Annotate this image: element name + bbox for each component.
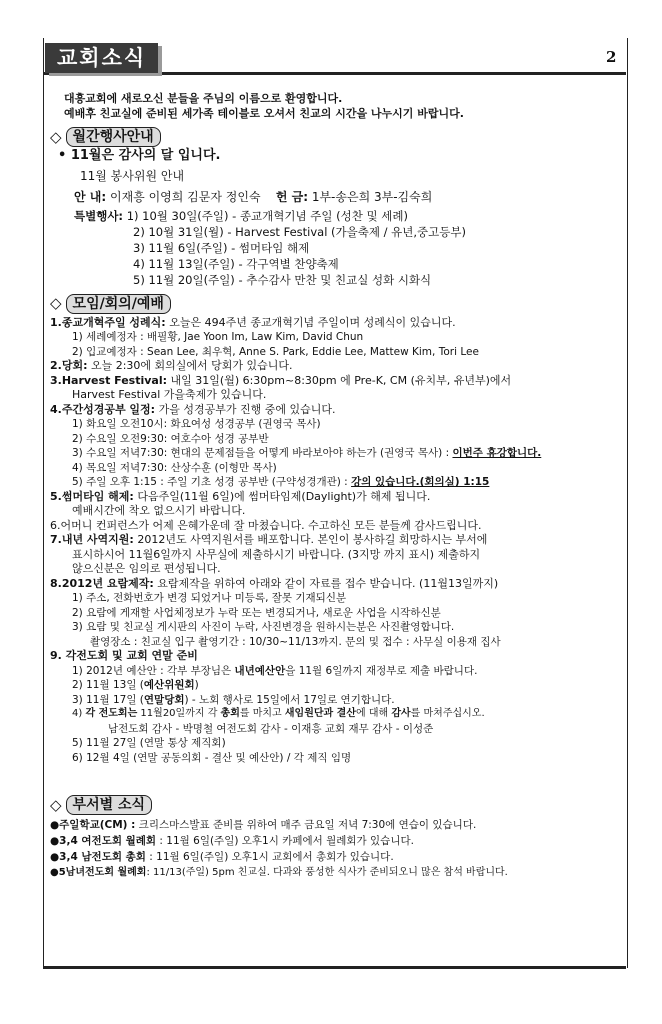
item-head: ●3,4 여전도회 월례회 [50,835,157,847]
sub-item: 남전도회 감사 - 박명철 여전도회 감사 - 이재흥 교회 재무 감사 - 이성준 [108,722,434,735]
special-label: 특별행사: [74,208,124,223]
sub-item-text: ) [194,679,199,691]
sub-item: 2) 입교예정자 : Sean Lee, 최우혁, Anne S. Park, Eddie Lee, Mattew Kim, Tori Lee [72,345,479,358]
section-title: 부서별 소식 [66,795,153,815]
sub-item: 3) 요람 및 친교실 게시판의 사진이 누락, 사진변경을 원하시는분은 사진촬영합니다. [72,621,455,633]
item-continued: Harvest Festival 가을축제가 있습니다. [72,388,267,401]
item-text: 크리스마스발표 준비를 위하여 매주 금요일 저녁 7:30에 연습이 있습니다. [135,819,477,831]
event-item: 3) 11월 6일(주일) - 썸머타임 해제 [133,240,310,255]
item-continued: 예배시간에 착오 없으시기 바랍니다. [72,504,246,517]
sub-item-emphasis: 총회 [220,708,240,719]
sub-item: 1) 주소, 전화번호가 변경 되었거나 미등록, 잘못 기재되신분 [72,592,347,604]
diamond-icon: ◇ [50,127,62,146]
sub-item: 5) 11월 27일 (연말 통상 제직회) [72,737,226,749]
departments-section-heading [50,795,620,815]
sub-item [50,693,620,708]
sub-item-emphasis: 연말당회 [143,693,185,706]
sub-item-emphasis: 각 전도회는 [85,708,138,719]
item-head: ●5남녀전도회 월례회 [50,867,147,878]
sub-item-note: 강의 있습니다.(회의실) 1:15 [351,476,490,488]
sub-item [50,475,620,490]
bullet-icon: • [58,148,67,163]
intro-line: 예배후 친교실에 준비된 세가족 테이블로 오셔서 친교의 시간을 나누시기 바랍니다. [64,106,464,120]
item-head: 2.당회: [50,359,88,372]
diamond-icon: ◇ [50,294,62,313]
sub-item: 2) 수요일 오전9:30: 여호수아 성경 공부반 [72,432,269,445]
item-head: 7.내년 사역지원: [50,533,134,546]
meeting-item-1 [50,316,620,331]
sub-item-text: 에 대해 [355,708,392,719]
diamond-icon: ◇ [50,795,62,814]
department-item [50,833,620,849]
event-item: 2) 10월 31일(월) - Harvest Festival (가을축제 / 유년,중고등부) [133,224,466,239]
meeting-item-2 [50,359,620,374]
sub-item [50,707,620,722]
offering-value: 1부-송은희 3부-김숙희 [311,189,433,204]
sub-item: 2) 요람에 게재할 사업체정보가 누락 또는 변경되거나, 새로운 사업을 시작하신분 [72,606,441,619]
item-text: 오늘은 494주년 종교개혁기념 주일이며 성례식이 있습니다. [165,315,456,329]
sub-item-text: 11월20일까지 각 [137,708,221,719]
meeting-item-9: 9. 각전도회 및 교회 연말 준비 [50,649,198,662]
intro-line: 대흥교회에 새로오신 분들을 주님의 이름으로 환영합니다. [64,92,343,105]
volunteer-title: 11월 봉사위원 안내 [80,168,185,183]
sub-item [50,446,620,461]
department-item [50,817,620,833]
guide-label: 안 내: [74,189,107,204]
item-text: : 11월 6일(주일) 오후1시 교회에서 총회가 있습니다. [145,851,394,863]
event-list [50,224,620,288]
thanks-month [50,149,620,164]
meeting-item-5 [50,490,620,505]
section-title: 월간행사안내 [66,127,161,147]
sub-item-text: 3) 수요일 저녁7:30: 현대의 문제점들을 어떻게 바라보아야 하는가 (권영국 목사) : [72,447,453,459]
volunteer-row [50,189,620,206]
item-text: : 11월 6일(주일) 오후1시 카페에서 월례회가 있습니다. [156,835,414,847]
sub-item: 1) 세례예정자 : 배필황, Jae Yoon Im, Law Kim, David Chun [72,331,364,343]
item-continued: 표시하시어 11월6일까지 사무실에 제출하시기 바랍니다. (3지망 까지 표시) 제출하지 [72,547,481,561]
sub-item-emphasis: 감사 [391,708,411,719]
meetings-section-heading [50,294,620,314]
sub-item [50,664,620,679]
meeting-item-4 [50,403,620,418]
sub-item-text: ) - 노회 행사로 15일에서 17일로 연기합니다. [184,693,395,706]
section-title: 모임/회의/예배 [66,294,171,314]
item-text: 오늘 2:30에 회의실에서 당회가 있습니다. [87,359,293,372]
sub-item-text: 4) [72,708,86,719]
page-number: 2 [606,48,617,66]
item-head: 3.Harvest Festival: [50,373,168,387]
sub-item: 6) 12월 4일 (연말 공동의회 - 결산 및 예산안) / 각 제직 임명 [72,751,352,764]
sub-item-text: 5) 주일 오후 1:15 : 주일 기초 성경 공부반 (구약성경개관) : [72,476,352,488]
sub-item-emphasis: 내년예산안 [234,664,286,677]
guide-value: 이재흥 이영희 김문자 정인숙 [110,189,261,204]
welcome-intro [50,92,620,121]
item-head: 5.썸머타임 해제: [50,489,134,503]
department-item [50,865,620,881]
sub-item-emphasis: 예산위원회 [143,679,195,691]
sub-item-text: 을 11월 6일까지 재정부로 제출 바랍니다. [285,664,478,677]
item-continued: 않으신분은 임의로 편성됩니다. [72,562,221,575]
sub-item: 4) 목요일 저녁7:30: 산상수훈 (이형만 목사) [72,461,277,474]
event-item: 4) 11월 13일(주일) - 각구역별 찬양축제 [133,256,339,271]
footer-rule [43,966,626,969]
item-head: ●3,4 남전도회 총회 [50,851,146,863]
item-text: : 11/13(주일) 5pm 친교실. 다과와 풍성한 식사가 준비되오니 많은 참석 바랍니다. [146,867,508,878]
sub-item-emphasis: 새임원단과 결산 [284,708,356,719]
item-head: 1.종교개혁주일 성례식: [50,315,166,329]
item-text: 2012년도 사역지원서를 배포합니다. 본인이 봉사하길 희망하시는 부서에 [133,533,488,546]
item-head: 4.주간성경공부 일정: [50,402,156,416]
section-banner: 교회소식 [45,43,158,73]
sub-item-text: 3) 11월 17일 ( [72,693,144,706]
sub-item: 촬영장소 : 친교실 입구 촬영기간 : 10/30~11/13까지. 문의 및 접수 : 사무실 이용재 집사 [90,635,501,648]
sub-item [50,678,620,693]
sub-item-text: 1) 2012년 예산안 : 각부 부장님은 [72,664,235,677]
item-head: 8.2012년 요람제작: [50,576,154,590]
department-item [50,849,620,865]
item-head: ●주일학교(CM) : [50,819,136,831]
event-item: 1) 10월 30일(주일) - 종교개혁기념 주일 (성찬 및 세례) [126,208,408,223]
sub-item-text: 를 마쳐주십시오. [410,708,485,719]
meeting-item-6: 6.어머니 컨퍼런스가 어제 은혜가운데 잘 마쳤습니다. 수고하신 모든 분들께 감사드립니다. [50,518,482,532]
sub-item-text: 를 마치고 [239,708,285,719]
thanks-text: 11월은 감사의 달 입니다. [70,148,221,163]
special-events [50,208,620,224]
sub-item: 1) 화요일 오전10시: 화요여성 성경공부 (권영국 목사) [72,418,321,430]
monthly-section-heading [50,127,620,147]
offering-label: 헌 금: [275,189,308,204]
sub-item-text: 2) 11월 13일 ( [72,679,144,691]
bulletin-content [50,92,620,881]
meeting-item-7 [50,533,620,548]
item-text: 다음주일(11월 6일)에 썸머타임제(Daylight)가 해제 됩니다. [133,489,431,503]
item-text: 요람제작을 위하여 아래와 같이 자료를 접수 받습니다. (11월13일까지) [153,576,499,590]
item-text: 가을 성경공부가 진행 중에 있습니다. [155,402,336,416]
event-item: 5) 11월 20일(주일) - 추수감사 만찬 및 친교실 성화 시화식 [133,272,432,287]
item-text: 내일 31일(월) 6:30pm~8:30pm 에 Pre-K, CM (유치부, 유년부)에서 [167,373,512,387]
meeting-item-8 [50,577,620,592]
sub-item-note: 이번주 휴강합니다. [452,447,542,459]
meeting-item-3 [50,374,620,389]
